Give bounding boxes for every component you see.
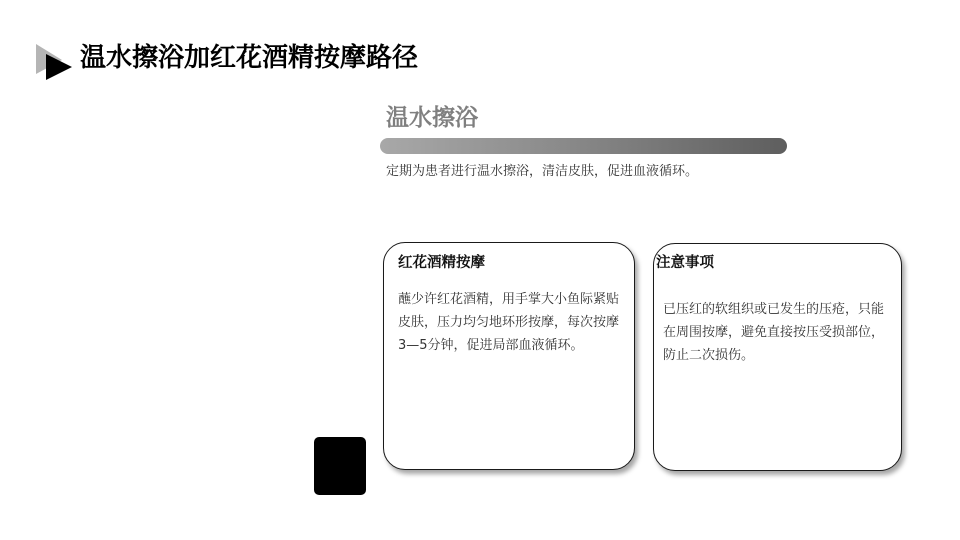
section-description: 定期为患者进行温水擦浴，清洁皮肤，促进血液循环。 bbox=[386, 164, 699, 179]
section-heading: 温水擦浴 bbox=[386, 105, 478, 131]
info-card-massage bbox=[383, 242, 635, 470]
decorative-black-square bbox=[314, 437, 366, 495]
card-body: 已压红的软组织或已发生的压疮，只能在周围按摩，避免直接按压受损部位，防止二次损伤。 bbox=[663, 302, 885, 363]
card-body: 蘸少许红花酒精，用手掌大小鱼际紧贴皮肤，压力均匀地环形按摩，每次按摩3—5分钟，促进局部血液循环。 bbox=[398, 292, 620, 353]
page-title: 温水擦浴加红花酒精按摩路径 bbox=[80, 43, 419, 73]
card-title: 注意事项 bbox=[656, 255, 714, 271]
card-title: 红花酒精按摩 bbox=[398, 255, 485, 271]
section-gradient-bar bbox=[380, 138, 787, 154]
info-card-precautions bbox=[653, 243, 902, 471]
play-triangle-icon bbox=[36, 44, 76, 80]
